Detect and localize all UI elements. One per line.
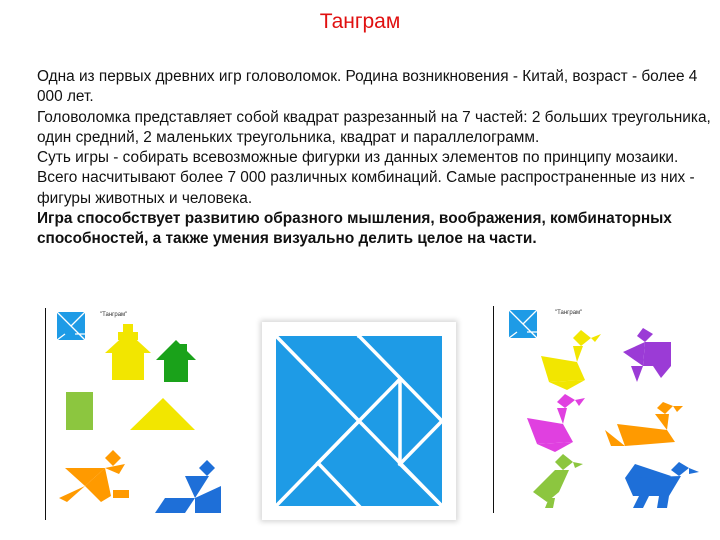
- paragraph-structure: Головоломка представляет собой квадрат разрезанный на 7 частей: 2 больших треугольника, один средний, 2 маленьких треугольника, квадрат и параллелограмм.: [37, 108, 711, 146]
- blue-bird-figure: [625, 462, 699, 508]
- paragraph-benefits: [37, 209, 717, 250]
- yellow-triangle-figure: [130, 398, 195, 430]
- tangram-square-svg: [262, 322, 456, 520]
- tangram-figures-left-image: [45, 308, 225, 520]
- yellow-house-figure: [105, 324, 151, 380]
- olive-bird-figure: [533, 454, 583, 508]
- bold-text: Игра способствует развитию образного мышления, воображения, комбинаторных способностей, а также умения визуально делить целое на части.: [37, 210, 672, 248]
- mini-tangram-icon: [57, 312, 85, 340]
- body-text: [37, 67, 717, 250]
- blue-sitting-figure: [155, 460, 221, 513]
- tangram-square-image: [262, 322, 456, 520]
- tangram-figures-right-image: [493, 306, 705, 513]
- mini-tangram-icon-right: [509, 310, 537, 338]
- yellow-duck-figure: [541, 330, 601, 390]
- paragraph-essence: Суть игры - собирать всевозможные фигурки из данных элементов по принципу мозаики. Всего насчитывают более 7 000 различных комбинаций. Самые распространенные из них - фигуры животных и человека.: [37, 149, 695, 207]
- orange-man-figure: [59, 450, 129, 502]
- right-card-caption: "Танграм": [555, 310, 583, 316]
- left-card-caption: "Танграм": [100, 312, 128, 318]
- purple-bird-figure: [623, 328, 671, 382]
- magenta-duck-figure: [527, 394, 585, 452]
- olive-rectangle-figure: [66, 392, 93, 430]
- paragraph-origin: Одна из первых древних игр головоломок. Родина возникновения - Китай, возраст - более 4 000 лет.: [37, 68, 698, 106]
- slide-title: Танграм: [319, 10, 401, 33]
- left-figures-svg: [45, 308, 225, 520]
- green-house-figure: [156, 340, 196, 382]
- right-figures-svg: [493, 306, 705, 513]
- orange-duck-figure: [605, 402, 683, 446]
